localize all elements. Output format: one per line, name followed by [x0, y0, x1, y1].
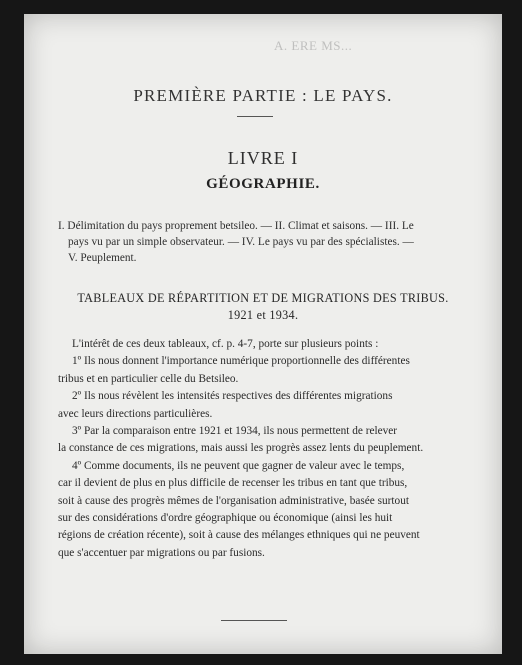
body-line: car il devient de plus en plus difficile de recenser les tribus en tant que tribus, [58, 477, 408, 490]
body-line: soit à cause des progrès mêmes de l'organisation administrative, basée surtout [58, 494, 409, 507]
section-heading-line-2: 1921 et 1934. [227, 308, 299, 322]
book-page [24, 14, 502, 654]
part-title: PREMIÈRE PARTIE : LE PAYS. [133, 86, 393, 105]
divider-rule-top [237, 116, 273, 117]
divider-rule-bottom [221, 620, 287, 621]
chapter-summary [58, 218, 476, 266]
section-heading-line-1: TABLEAUX DE RÉPARTITION ET DE MIGRATIONS DES TRIBUS. [77, 291, 449, 305]
body-line: avec leurs directions particulières. [58, 407, 213, 420]
body-line: 1º Ils nous donnent l'importance numérique proportionnelle des différentes [72, 355, 410, 368]
book-number: LIVRE I [227, 148, 299, 168]
summary-line: I. Délimitation du pays proprement betsileo. — II. Climat et saisons. — III. Le [58, 220, 414, 232]
bleed-through-text: A. ERE MS... [274, 38, 353, 53]
section-heading [24, 290, 502, 324]
summary-line: pays vu par un simple observateur. — IV. Le pays vu par des spécialistes. — [68, 236, 414, 248]
body-line: tribus et en particulier celle du Betsileo. [58, 372, 239, 385]
summary-line: V. Peuplement. [68, 252, 137, 264]
body-line: L'intérêt de ces deux tableaux, cf. p. 4-7, porte sur plusieurs points : [72, 338, 379, 350]
book-title: GÉOGRAPHIE. [206, 176, 320, 192]
body-paragraphs [58, 336, 478, 562]
body-line: 4º Comme documents, ils ne peuvent que gagner de valeur avec le temps, [72, 459, 405, 472]
body-line: sur des considérations d'ordre géographique ou économique (ainsi les huit [58, 512, 393, 525]
body-line: que s'accentuer par migrations ou par fusions. [58, 546, 265, 559]
body-line: la constance de ces migrations, mais aussi les progrès assez lents du peuplement. [58, 442, 424, 455]
body-line: régions de création récente), soit à cause des mélanges ethniques qui ne peuvent [58, 529, 420, 542]
body-line: 3º Par la comparaison entre 1921 et 1934, ils nous permettent de relever [72, 425, 398, 438]
body-line: 2º Ils nous révèlent les intensités respectives des différentes migrations [72, 390, 393, 403]
